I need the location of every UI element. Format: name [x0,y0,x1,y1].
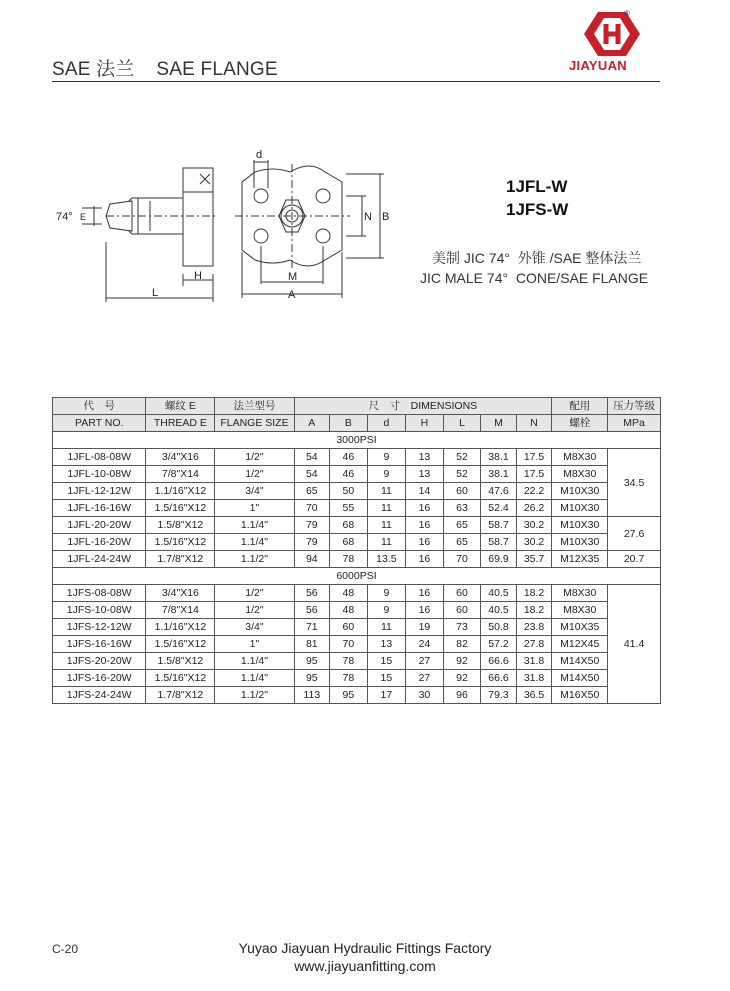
cell-flange: 1.1/2" [215,551,294,568]
page-number: C-20 [52,942,79,956]
cell-thread: 7/8"X14 [146,602,215,619]
cell-l: 60 [443,585,481,602]
cell-a: 54 [294,449,330,466]
cell-thread: 1.5/8"X12 [146,517,215,534]
dim-label-E: E [80,212,87,222]
cell-m: 66.6 [481,670,517,687]
cell-pressure: 20.7 [608,551,661,568]
cell-h: 16 [406,585,444,602]
header-pressure-en: MPa [608,415,661,432]
table-row [53,619,661,636]
cell-bolt: M8X30 [552,449,608,466]
table-row [53,449,661,466]
table-row [53,466,661,483]
registered-mark: ® [624,9,630,18]
table-row [53,500,661,517]
table-row [53,551,661,568]
cell-b: 78 [330,653,368,670]
cell-pressure: 27.6 [608,517,661,551]
cell-h: 19 [406,619,444,636]
cell-bolt: M8X30 [552,466,608,483]
cell-thread: 1.1/16"X12 [146,483,215,500]
cell-flange: 1/2" [215,602,294,619]
cell-l: 65 [443,534,481,551]
cell-flange: 1.1/4" [215,517,294,534]
cell-m: 57.2 [481,636,517,653]
section-row [53,432,661,449]
cell-bolt: M16X50 [552,687,608,704]
header-pressure-cn: 压力等级 [608,398,661,415]
header-dim-d: d [367,415,406,432]
table-header-row-cn [53,398,661,415]
cell-d: 11 [367,534,406,551]
cell-h: 16 [406,551,444,568]
cell-part: 1JFS-24-24W [53,687,146,704]
page-title: SAE 法兰 SAE FLANGE [52,59,278,80]
section-label: 6000PSI [53,568,661,585]
cell-thread: 1.1/16"X12 [146,619,215,636]
cell-b: 48 [330,585,368,602]
cell-n: 22.2 [516,483,552,500]
cell-thread: 7/8"X14 [146,466,215,483]
cell-m: 38.1 [481,449,517,466]
cell-n: 30.2 [516,534,552,551]
cell-bolt: M10X35 [552,619,608,636]
model-name-1jfl: 1JFL-W [506,177,568,196]
cell-thread: 3/4"X16 [146,585,215,602]
cell-a: 65 [294,483,330,500]
cell-b: 68 [330,517,368,534]
cell-bolt: M10X30 [552,500,608,517]
dim-label-A: A [288,289,296,301]
header-part-en: PART NO. [53,415,146,432]
section-row [53,568,661,585]
cell-b: 48 [330,602,368,619]
cell-m: 52.4 [481,500,517,517]
dim-label-M: M [288,271,298,283]
cell-thread: 1.5/16"X12 [146,500,215,517]
cell-bolt: M10X30 [552,517,608,534]
product-description-en: JIC MALE 74° CONE/SAE FLANGE [420,270,649,286]
cell-bolt: M12X45 [552,636,608,653]
cell-part: 1JFL-16-20W [53,534,146,551]
header-dim-B: B [330,415,368,432]
footer-url: www.jiayuanfitting.com [294,958,436,974]
header-dimensions: 尺 寸 DIMENSIONS [294,398,552,415]
header-flange-en: FLANGE SIZE [215,415,294,432]
cell-bolt: M10X30 [552,483,608,500]
cell-part: 1JFL-08-08W [53,449,146,466]
cell-part: 1JFS-10-08W [53,602,146,619]
cell-m: 40.5 [481,602,517,619]
cell-thread: 1.5/8"X12 [146,653,215,670]
cell-d: 13 [367,636,406,653]
header-thread-en: THREAD E [146,415,215,432]
cell-h: 30 [406,687,444,704]
cell-h: 14 [406,483,444,500]
cell-a: 94 [294,551,330,568]
cell-flange: 1.1/4" [215,670,294,687]
cell-d: 11 [367,619,406,636]
table-row [53,602,661,619]
cell-m: 40.5 [481,585,517,602]
cell-l: 63 [443,500,481,517]
header-dim-H: H [406,415,444,432]
header-bolt-cn: 配用 [552,398,608,415]
cell-part: 1JFL-12-12W [53,483,146,500]
cell-flange: 1" [215,636,294,653]
cell-bolt: M14X50 [552,653,608,670]
cell-a: 95 [294,670,330,687]
cell-a: 79 [294,517,330,534]
cell-part: 1JFS-12-12W [53,619,146,636]
table-row [53,534,661,551]
cell-d: 9 [367,466,406,483]
cell-l: 96 [443,687,481,704]
header-dim-M: M [481,415,517,432]
cell-b: 60 [330,619,368,636]
cell-m: 58.7 [481,534,517,551]
cell-l: 52 [443,466,481,483]
cell-h: 16 [406,500,444,517]
cell-l: 73 [443,619,481,636]
cell-h: 16 [406,602,444,619]
cell-part: 1JFS-08-08W [53,585,146,602]
cell-flange: 1.1/4" [215,534,294,551]
header-dim-A: A [294,415,330,432]
header-thread-cn: 螺纹 E [146,398,215,415]
cell-flange: 1.1/2" [215,687,294,704]
cell-h: 27 [406,670,444,687]
cell-l: 92 [443,653,481,670]
spec-table [52,397,661,704]
cell-b: 50 [330,483,368,500]
cell-d: 9 [367,449,406,466]
cell-bolt: M10X30 [552,534,608,551]
dim-label-N: N [364,211,372,223]
cell-m: 47.6 [481,483,517,500]
cell-b: 46 [330,449,368,466]
table-row [53,653,661,670]
cell-flange: 1/2" [215,466,294,483]
dim-label-L: L [152,287,159,299]
cell-l: 60 [443,602,481,619]
cell-l: 70 [443,551,481,568]
header-part-cn: 代 号 [53,398,146,415]
footer-company: Yuyao Jiayuan Hydraulic Fittings Factory [238,940,492,956]
cell-part: 1JFS-20-20W [53,653,146,670]
cell-n: 18.2 [516,602,552,619]
cell-h: 16 [406,517,444,534]
cell-part: 1JFS-16-16W [53,636,146,653]
cell-a: 70 [294,500,330,517]
cell-n: 36.5 [516,687,552,704]
cell-n: 30.2 [516,517,552,534]
cell-thread: 1.7/8"X12 [146,687,215,704]
cell-b: 95 [330,687,368,704]
cell-h: 24 [406,636,444,653]
cell-flange: 1/2" [215,585,294,602]
cell-b: 68 [330,534,368,551]
table-row [53,687,661,704]
cell-d: 15 [367,670,406,687]
cell-a: 56 [294,585,330,602]
cell-bolt: M8X30 [552,585,608,602]
cell-l: 60 [443,483,481,500]
cell-h: 27 [406,653,444,670]
cell-h: 16 [406,534,444,551]
dim-label-angle: 74° [56,211,73,223]
header-flange-cn: 法兰型号 [215,398,294,415]
cell-part: 1JFL-24-24W [53,551,146,568]
cell-b: 78 [330,670,368,687]
cell-b: 55 [330,500,368,517]
product-description-cn: 美制 JIC 74° 外锥 /SAE 整体法兰 [432,250,642,266]
cell-a: 95 [294,653,330,670]
cell-n: 31.8 [516,670,552,687]
cell-pressure: 34.5 [608,449,661,517]
cell-l: 82 [443,636,481,653]
cell-m: 38.1 [481,466,517,483]
dim-label-B: B [382,211,390,223]
cell-b: 78 [330,551,368,568]
cell-m: 50.8 [481,619,517,636]
table-row [53,636,661,653]
cell-n: 17.5 [516,449,552,466]
cell-thread: 1.5/16"X12 [146,636,215,653]
cell-flange: 1" [215,500,294,517]
cell-d: 11 [367,483,406,500]
cell-b: 46 [330,466,368,483]
cell-a: 54 [294,466,330,483]
cell-a: 113 [294,687,330,704]
cell-bolt: M8X30 [552,602,608,619]
cell-bolt: M12X35 [552,551,608,568]
header-bolt-en: 螺栓 [552,415,608,432]
header-divider [52,81,660,82]
cell-n: 35.7 [516,551,552,568]
table-row [53,670,661,687]
model-name-1jfs: 1JFS-W [506,200,569,219]
spec-table-body [53,432,661,704]
header-dim-N: N [516,415,552,432]
cell-part: 1JFS-16-20W [53,670,146,687]
cell-flange: 1.1/4" [215,653,294,670]
cell-b: 70 [330,636,368,653]
cell-a: 81 [294,636,330,653]
table-row [53,483,661,500]
cell-m: 69.9 [481,551,517,568]
cell-d: 17 [367,687,406,704]
cell-d: 11 [367,500,406,517]
dim-label-d: d [256,149,263,161]
cell-a: 56 [294,602,330,619]
table-row [53,585,661,602]
cell-n: 23.8 [516,619,552,636]
cell-d: 9 [367,585,406,602]
table-header-row-en [53,415,661,432]
cell-part: 1JFL-10-08W [53,466,146,483]
cell-m: 58.7 [481,517,517,534]
cell-flange: 1/2" [215,449,294,466]
cell-bolt: M14X50 [552,670,608,687]
cell-thread: 1.5/16"X12 [146,534,215,551]
cell-d: 11 [367,517,406,534]
cell-m: 79.3 [481,687,517,704]
cell-l: 92 [443,670,481,687]
cell-l: 65 [443,517,481,534]
cell-d: 9 [367,602,406,619]
cell-n: 17.5 [516,466,552,483]
cell-h: 13 [406,449,444,466]
header-dim-L: L [443,415,481,432]
cell-thread: 1.5/16"X12 [146,670,215,687]
cell-l: 52 [443,449,481,466]
cell-flange: 3/4" [215,483,294,500]
cell-flange: 3/4" [215,619,294,636]
flange-drawing [50,146,410,306]
cell-n: 18.2 [516,585,552,602]
cell-m: 66.6 [481,653,517,670]
cell-thread: 1.7/8"X12 [146,551,215,568]
cell-a: 71 [294,619,330,636]
cell-a: 79 [294,534,330,551]
table-row [53,517,661,534]
section-label: 3000PSI [53,432,661,449]
cell-thread: 3/4"X16 [146,449,215,466]
cell-n: 27.8 [516,636,552,653]
cell-part: 1JFL-16-16W [53,500,146,517]
cell-pressure: 41.4 [608,585,661,704]
cell-d: 13.5 [367,551,406,568]
cell-d: 15 [367,653,406,670]
cell-h: 13 [406,466,444,483]
brand-name: JIAYUAN [569,58,627,73]
cell-n: 31.8 [516,653,552,670]
cell-n: 26.2 [516,500,552,517]
dim-label-H: H [194,270,202,282]
cell-part: 1JFL-20-20W [53,517,146,534]
